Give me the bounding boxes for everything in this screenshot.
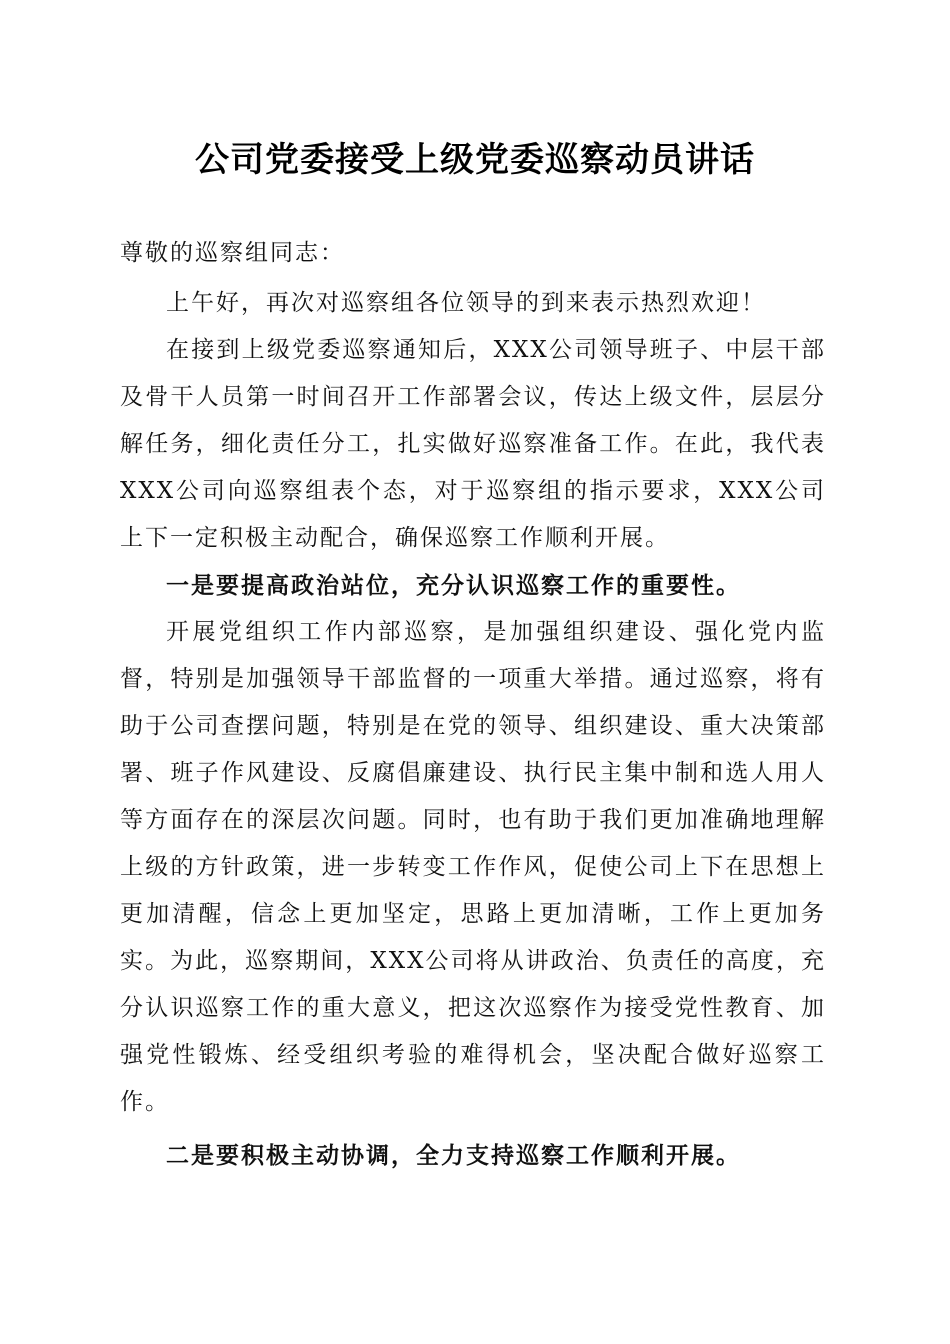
section-heading-2: 二是要积极主动协调，全力支持巡察工作顺利开展。 (166, 1142, 741, 1169)
salutation: 尊敬的巡察组同志： (120, 240, 345, 266)
paragraph-greeting: 上午好，再次对巡察组各位领导的到来表示热烈欢迎！ (166, 290, 766, 316)
document-title: 公司党委接受上级党委巡察动员讲话 (195, 140, 755, 180)
section-heading-1: 一是要提高政治站位，充分认识巡察工作的重要性。 (166, 572, 741, 599)
paragraph-intro: 在接到上级党委巡察通知后，XXX公司领导班子、中层干部及骨干人员第一时间召开工作部署会议，传达上级文件，层层分解任务，细化责任分工，扎实做好巡察准备工作。在此，我代表XXX公司向巡察组表个态，对于巡察组的指示要求，XXX公司上下一定积极主动配合，确保巡察工作顺利开展。 (120, 337, 826, 551)
document-body (120, 230, 826, 1179)
paragraph-section-1: 开展党组织工作内部巡察，是加强组织建设、强化党内监督，特别是加强领导干部监督的一项重大举措。通过巡察，将有助于公司查摆问题，特别是在党的领导、组织建设、重大决策部署、班子作风建设、反腐倡廉建设、执行民主集中制和选人用人等方面存在的深层次问题。同时，也有助于我们更加准确地理解上级的方针政策，进一步转变工作作风，促使公司上下在思想上更加清醒，信念上更加坚定，思路上更加清晰，工作上更加务实。为此，巡察期间，XXX公司将从讲政治、负责任的高度，充分认识巡察工作的重大意义，把这次巡察作为接受党性教育、加强党性锻炼、经受组织考验的难得机会，坚决配合做好巡察工作。 (120, 619, 826, 1115)
